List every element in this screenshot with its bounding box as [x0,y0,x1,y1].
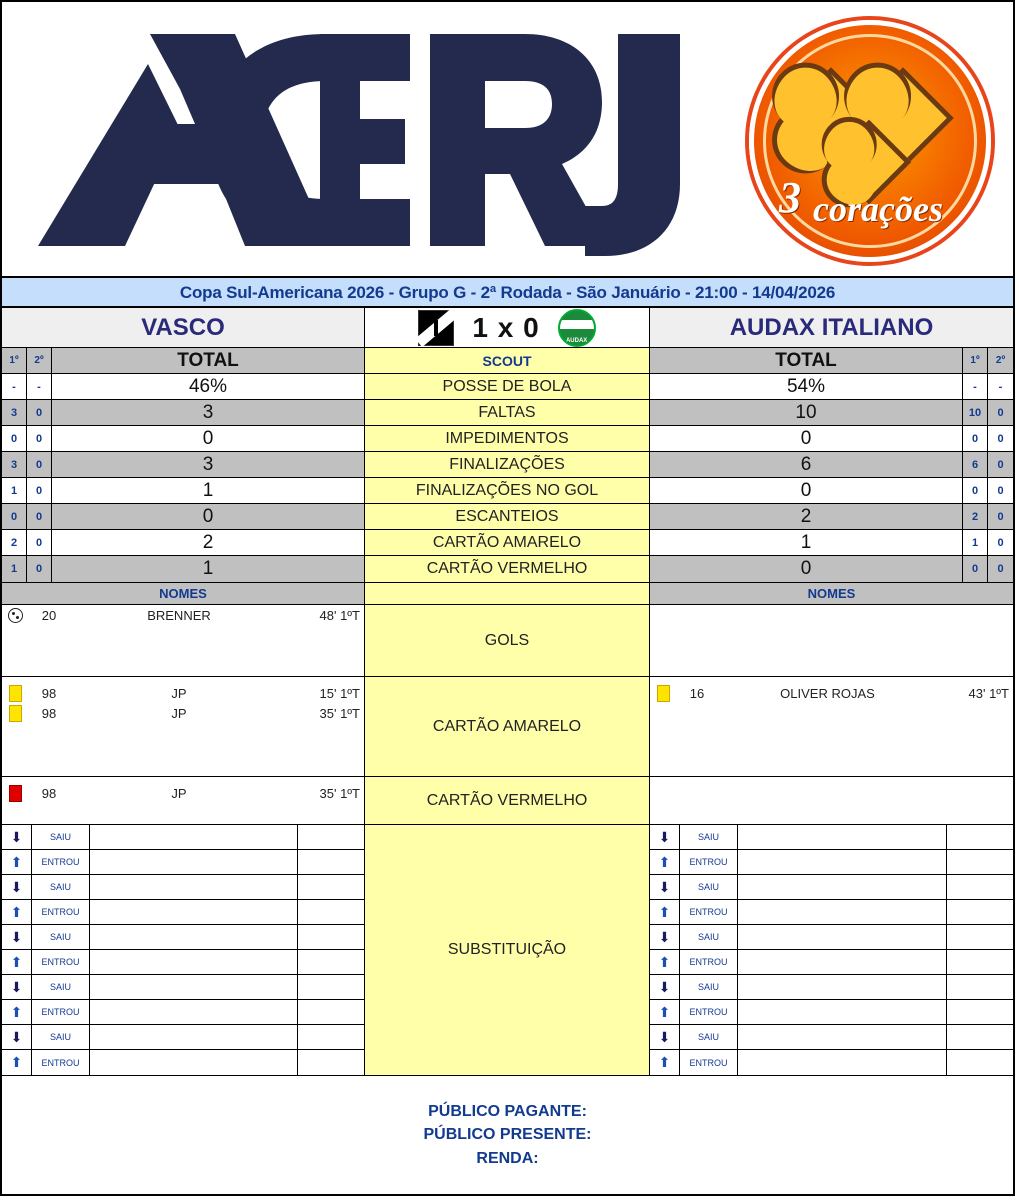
away-1t-value: 0 [963,556,988,582]
sub-extra [298,975,364,999]
sub-out-name[interactable] [90,975,298,999]
arrow-up-icon: ⬆ [2,950,32,974]
home-2t-value: - [27,374,52,399]
red-number: 98 [41,785,57,801]
sub-in-row[interactable] [2,1050,364,1075]
arrow-up-icon: ⬆ [650,1000,680,1024]
home-2t-value: 0 [27,452,52,477]
yellow-time: 15' 1ºT [319,685,360,701]
sub-extra [298,1025,364,1049]
home-1t-value: 1 [2,478,27,503]
sub-extra [298,1050,364,1075]
sub-out-row[interactable] [2,825,364,850]
sub-out-row[interactable] [2,925,364,950]
home-total-value: 3 [52,452,365,477]
yellow-number: 16 [689,685,705,701]
sub-in-name[interactable] [90,950,298,974]
home-goals-list [2,605,365,676]
sub-in-name[interactable] [90,1050,298,1075]
sub-in-name[interactable] [738,850,947,874]
sub-in-name[interactable] [738,1000,947,1024]
arrow-up-icon: ⬆ [650,850,680,874]
away-2t-value: 0 [997,536,1004,549]
arrow-down-icon: ⬇ [650,825,680,849]
goal-entry [2,605,364,625]
score-text: 1 x 0 [472,311,540,343]
sub-out-row[interactable] [650,925,1013,950]
sub-in-label: ENTROU [680,1000,738,1024]
yellow-number: 98 [41,705,57,721]
substitutions-block [2,825,1013,1076]
away-1t-value: - [963,374,988,399]
sub-out-label: SAIU [680,975,738,999]
sub-out-name[interactable] [738,875,947,899]
sub-out-label: SAIU [680,825,738,849]
home-total-value: 2 [52,530,365,555]
scout-row [2,504,1013,530]
sub-out-row[interactable] [650,1025,1013,1050]
sponsor-number: 3 [779,173,801,222]
arrow-up-icon: ⬆ [650,950,680,974]
sub-in-label: ENTROU [32,950,90,974]
sub-in-row[interactable] [650,1050,1013,1075]
goal-number: 20 [41,607,57,623]
away-1t-value: 1 [963,530,988,555]
sub-in-name[interactable] [90,850,298,874]
away-1t-value: 10 [963,400,988,425]
sub-in-label: ENTROU [680,850,738,874]
names-header-row [2,583,1013,605]
yellow-player: JP [171,685,187,701]
away-total-value: 0 [650,478,963,503]
sub-in-name[interactable] [738,1050,947,1075]
away-names-header: NOMES [650,583,1013,604]
names-spacer [365,583,650,604]
goal-time: 48' 1ºT [319,607,360,623]
away-1t-value: 2 [963,504,988,529]
away-total-value: 0 [650,426,963,451]
home-col-2t: 2º [27,348,52,373]
sub-in-row[interactable] [2,900,364,925]
sub-in-name[interactable] [90,1000,298,1024]
arrow-up-icon: ⬆ [2,1000,32,1024]
red-player: JP [171,785,187,801]
away-red-list [650,777,1013,824]
sub-extra [947,875,1013,899]
sub-in-row[interactable] [650,850,1013,875]
present-public-label: PÚBLICO PRESENTE: [423,1126,592,1144]
sub-out-label: SAIU [32,875,90,899]
home-2t-value: 0 [27,504,52,529]
sub-out-row[interactable] [2,1025,364,1050]
scout-row [2,478,1013,504]
substitutions-label: SUBSTITUIÇÃO [365,825,650,1075]
sub-extra [298,1000,364,1024]
sub-extra [947,825,1013,849]
scout-row-label: CARTÃO AMARELO [365,530,650,555]
away-total-value: 2 [650,504,963,529]
away-2t-value: 0 [997,563,1004,575]
sub-in-row[interactable] [2,950,364,975]
yellow-entry [650,683,1013,703]
sub-out-label: SAIU [680,875,738,899]
away-1t-value: 6 [963,452,988,477]
sub-in-row[interactable] [650,900,1013,925]
scout-row-label: IMPEDIMENTOS [365,426,650,451]
away-col-2t: 2º [995,355,1006,366]
sub-extra [947,1000,1013,1024]
sub-out-name[interactable] [90,825,298,849]
home-team-name: VASCO [2,308,365,347]
match-title: Copa Sul-Americana 2026 - Grupo G - 2ª Rodada - São Januário - 21:00 - 14/04/2026 [2,278,1013,308]
arrow-down-icon: ⬇ [2,1025,32,1049]
sub-extra [298,925,364,949]
arrow-down-icon: ⬇ [650,925,680,949]
scout-row-label: ESCANTEIOS [365,504,650,529]
home-names-header: NOMES [2,583,365,604]
sponsor-logo-icon [749,20,991,262]
sub-in-name[interactable] [738,950,947,974]
away-1t-value: 0 [963,478,988,503]
yellow-entry [2,703,364,723]
sub-in-row[interactable] [2,850,364,875]
arrow-up-icon: ⬆ [650,900,680,924]
scout-row [2,556,1013,582]
sub-out-label: SAIU [680,1025,738,1049]
paying-public-label: PÚBLICO PAGANTE: [428,1103,587,1121]
goal-player: BRENNER [147,607,211,623]
home-total-value: 1 [52,556,365,582]
sub-extra [947,1050,1013,1075]
sub-out-name[interactable] [90,925,298,949]
audax-crest-icon: AUDAX [558,309,596,347]
sub-out-name[interactable] [738,975,947,999]
sub-extra [947,1025,1013,1049]
sub-extra [947,950,1013,974]
sub-in-row[interactable] [650,950,1013,975]
arrow-up-icon: ⬆ [2,1050,32,1075]
scout-row-label: CARTÃO VERMELHO [365,556,650,582]
home-substitutions [2,825,365,1075]
sub-out-label: SAIU [32,1025,90,1049]
goals-block [2,605,1013,677]
home-col-1t: 1º [2,348,27,373]
away-team-name: AUDAX ITALIANO [650,308,1013,347]
home-2t-value: 0 [27,556,52,582]
away-total-value: 0 [650,556,963,582]
sub-in-name[interactable] [90,900,298,924]
yellow-cards-block [2,677,1013,777]
red-card-icon [2,785,28,802]
goals-label: GOLS [365,605,650,676]
home-2t-value: 0 [27,400,52,425]
red-time: 35' 1ºT [319,785,360,801]
yellow-time: 43' 1ºT [968,685,1009,701]
scout-header-row [2,348,1013,374]
sub-out-row[interactable] [650,875,1013,900]
home-2t-value: 0 [27,478,52,503]
sub-out-name[interactable] [90,875,298,899]
scout-table [2,348,1013,583]
header [2,2,1013,278]
sub-in-row[interactable] [650,1000,1013,1025]
sub-extra [298,875,364,899]
away-2t-value: 0 [997,406,1004,419]
away-1t-value: 0 [963,426,988,451]
arrow-up-icon: ⬆ [650,1050,680,1075]
scout-row-label: POSSE DE BOLA [365,374,650,399]
home-1t-value: 2 [2,530,27,555]
sub-out-name[interactable] [738,825,947,849]
sub-in-label: ENTROU [32,1000,90,1024]
score-cell [365,308,650,347]
sub-in-row[interactable] [2,1000,364,1025]
home-2t-value: 0 [27,530,52,555]
arrow-down-icon: ⬇ [650,975,680,999]
home-yellow-list [2,677,365,776]
home-1t-value: 0 [2,504,27,529]
sub-out-row[interactable] [2,875,364,900]
sub-extra [298,950,364,974]
scout-row [2,374,1013,400]
sub-extra [298,900,364,924]
arrow-down-icon: ⬇ [2,975,32,999]
away-col-total: TOTAL [650,348,963,373]
home-2t-value: 0 [27,426,52,451]
sub-in-label: ENTROU [680,950,738,974]
sub-out-label: SAIU [32,925,90,949]
sub-out-name[interactable] [738,1025,947,1049]
revenue-label: RENDA: [476,1149,539,1167]
attendance-footer [2,1076,1013,1194]
arrow-down-icon: ⬇ [2,825,32,849]
home-1t-value: 0 [2,426,27,451]
sub-out-label: SAIU [680,925,738,949]
sub-extra [947,925,1013,949]
scout-row [2,530,1013,556]
away-yellow-list [650,677,1013,776]
sub-out-name[interactable] [90,1025,298,1049]
away-total-value: 1 [650,530,963,555]
vasco-crest-icon [418,310,454,346]
arrow-down-icon: ⬇ [650,875,680,899]
acerj-logo-icon [30,24,690,256]
red-entry [2,783,364,803]
sub-out-row[interactable] [650,975,1013,1000]
red-cards-block [2,777,1013,825]
sub-extra [298,850,364,874]
sub-extra [947,850,1013,874]
sponsor-word: corações [813,189,943,229]
yellow-card-icon [2,685,28,702]
scout-row [2,452,1013,478]
away-2t-value: 0 [997,458,1004,471]
sub-extra [298,825,364,849]
yellow-card-icon [650,685,676,702]
sub-out-label: SAIU [32,975,90,999]
yellow-label: CARTÃO AMARELO [365,677,650,776]
home-total-value: 0 [52,504,365,529]
home-total-value: 46% [52,374,365,399]
sub-in-label: ENTROU [32,850,90,874]
ball-icon [2,608,28,623]
scout-row-label: FALTAS [365,400,650,425]
teams-bar [2,308,1013,348]
arrow-down-icon: ⬇ [650,1025,680,1049]
away-total-value: 10 [650,400,963,425]
away-total-value: 54% [650,374,963,399]
yellow-player: OLIVER ROJAS [780,685,875,701]
home-1t-value: - [2,374,27,399]
home-red-list [2,777,365,824]
away-2t-value: 0 [997,510,1004,523]
scout-row-label: FINALIZAÇÕES [365,452,650,477]
sub-in-label: ENTROU [32,1050,90,1075]
sub-in-name[interactable] [738,900,947,924]
sub-out-row[interactable] [650,825,1013,850]
yellow-player: JP [171,705,187,721]
home-1t-value: 1 [2,556,27,582]
home-col-total: TOTAL [52,348,365,373]
away-2t-value: - [998,380,1003,393]
sub-in-label: ENTROU [680,900,738,924]
away-col-1t: 1º [963,348,988,373]
home-1t-value: 3 [2,452,27,477]
sub-out-label: SAIU [32,825,90,849]
yellow-entry [2,683,364,703]
yellow-card-icon [2,705,28,722]
scout-row [2,400,1013,426]
sub-out-name[interactable] [738,925,947,949]
sub-in-label: ENTROU [32,900,90,924]
scout-col-label: SCOUT [365,348,650,373]
sub-out-row[interactable] [2,975,364,1000]
scout-row-label: FINALIZAÇÕES NO GOL [365,478,650,503]
away-goals-list [650,605,1013,676]
arrow-down-icon: ⬇ [2,925,32,949]
yellow-time: 35' 1ºT [319,705,360,721]
arrow-down-icon: ⬇ [2,875,32,899]
red-label: CARTÃO VERMELHO [365,777,650,824]
away-total-value: 6 [650,452,963,477]
away-2t-value: 0 [997,432,1004,445]
yellow-number: 98 [41,685,57,701]
arrow-up-icon: ⬆ [2,900,32,924]
home-total-value: 1 [52,478,365,503]
arrow-up-icon: ⬆ [2,850,32,874]
away-substitutions [650,825,1013,1075]
scout-row [2,426,1013,452]
sub-extra [947,900,1013,924]
home-1t-value: 3 [2,400,27,425]
away-2t-value: 0 [997,484,1004,497]
home-total-value: 0 [52,426,365,451]
sub-extra [947,975,1013,999]
home-total-value: 3 [52,400,365,425]
sub-in-label: ENTROU [680,1050,738,1075]
